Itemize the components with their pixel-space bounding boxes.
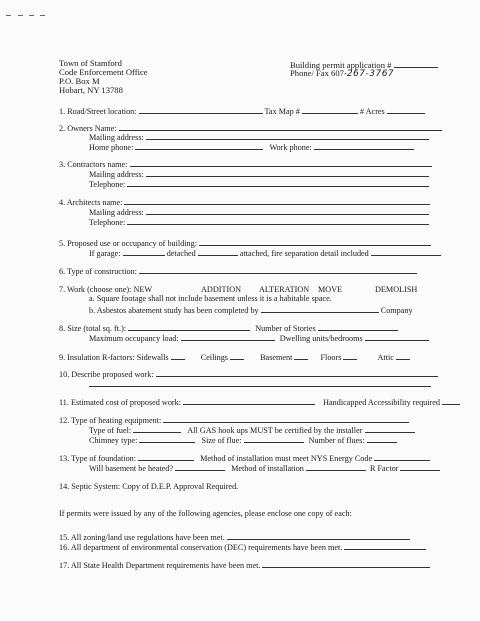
- q5-garage-label: If garage:: [89, 249, 121, 258]
- describe-work-field[interactable]: [156, 368, 438, 377]
- detached-field[interactable]: [198, 247, 238, 256]
- attached-field[interactable]: [371, 247, 441, 256]
- floors-field[interactable]: [343, 351, 357, 360]
- rfactor-field[interactable]: [400, 462, 440, 471]
- q6-row: [59, 265, 417, 277]
- basement-field[interactable]: [294, 351, 308, 360]
- sidewalls-field[interactable]: [171, 351, 185, 360]
- agencies-note: If permits were issued by any of the following agencies, please enclose one copy of each:: [59, 509, 352, 518]
- architect-name-field[interactable]: [124, 196, 430, 205]
- q6-label: 6. Type of construction:: [59, 267, 137, 276]
- q14-septic: 14. Septic System: Copy of D.E.P. Approval Required.: [59, 482, 239, 491]
- q9-ceilings-label: Ceilings: [200, 353, 228, 362]
- q3-contractor-label: 3. Contractors name:: [59, 160, 128, 169]
- q12-chimney-row: [89, 434, 397, 446]
- scan-mark: [18, 15, 23, 16]
- architect-tel-field[interactable]: [127, 216, 429, 225]
- q8-size-label: 8. Size (total sq. ft.):: [59, 324, 127, 333]
- city-address: Hobart, NY 13788: [59, 85, 123, 95]
- q2-home-label: Home phone:: [89, 143, 134, 152]
- health-field[interactable]: [262, 559, 430, 568]
- q7-company-label: Company: [380, 306, 413, 315]
- q2-phone-row: [89, 141, 414, 153]
- q8-occupancy-row: [89, 332, 429, 344]
- owner-mail-field[interactable]: [146, 131, 429, 140]
- q13-heated-row: [89, 462, 440, 474]
- contractor-tel-field[interactable]: [127, 178, 429, 187]
- q11-cost-label: 11. Estimated cost of proposed work:: [59, 398, 182, 407]
- occupancy-field[interactable]: [181, 332, 275, 341]
- garage-field[interactable]: [123, 247, 165, 256]
- q7-b-row: [89, 304, 413, 316]
- q4-tel-label: Telephone:: [89, 218, 126, 227]
- permit-number-field[interactable]: [394, 59, 438, 68]
- foundation-field[interactable]: [138, 452, 194, 461]
- q12-fuel-label: Type of fuel:: [89, 426, 132, 435]
- road-field[interactable]: [139, 105, 263, 114]
- scan-mark: [40, 15, 45, 16]
- method2-field[interactable]: [306, 462, 366, 471]
- q7-b-label: b. Asbestos abatement study has been completed by: [89, 306, 259, 315]
- q9-basement-label: Basement: [260, 353, 293, 362]
- fuel-field[interactable]: [133, 424, 181, 433]
- q7-note-a: a. Square footage shall not include basement unless it is a habitable space.: [89, 294, 332, 303]
- contractor-mail-field[interactable]: [146, 168, 429, 177]
- q13-heated-label: Will basement be heated?: [89, 464, 174, 473]
- scan-mark: [29, 15, 34, 16]
- contractor-name-field[interactable]: [130, 158, 432, 167]
- owner-name-field[interactable]: [119, 122, 442, 131]
- asbestos-completed-by-field[interactable]: [261, 304, 379, 313]
- proposed-use-field[interactable]: [199, 237, 431, 246]
- q8-occupancy-label: Maximum occupancy load:: [89, 334, 179, 343]
- tax-map-field[interactable]: [302, 105, 358, 114]
- q8-stories-label: Number of Stories: [255, 324, 316, 333]
- q7-work-label: 7. Work (choose one): NEW: [59, 285, 153, 294]
- q16-label: 16. All department of environmental conservation (DEC) requirements have been met.: [59, 543, 343, 552]
- dwelling-field[interactable]: [365, 332, 429, 341]
- q8-dwelling-label: Dwelling units/bedrooms: [279, 334, 363, 343]
- q12-flue-size-label: Size of flue:: [201, 436, 242, 445]
- q5-use-label: 5. Proposed use or occupancy of building:: [59, 239, 198, 248]
- q12-heating-label: 12. Type of heating equipment:: [59, 416, 162, 425]
- q9-sidewalls-label: 9. Insulation R-factors: Sidewalls: [59, 353, 169, 362]
- construction-type-field[interactable]: [139, 265, 417, 274]
- q11-row: [59, 396, 460, 408]
- phone-label: Phone/ Fax 607-: [290, 68, 347, 78]
- q9-row: [59, 351, 410, 363]
- q17-label: 17. All State Health Department requirements have been met.: [59, 561, 261, 570]
- q10-row2: [89, 378, 431, 390]
- po-box: P.O. Box M: [59, 76, 100, 86]
- method-field[interactable]: [374, 452, 430, 461]
- option-demolish[interactable]: DEMOLISH: [375, 285, 418, 294]
- acres-field[interactable]: [387, 105, 425, 114]
- q5-garage-row: [89, 247, 441, 259]
- q11-handicapped-label: Handicapped Accessibility required: [323, 398, 440, 407]
- flues-field[interactable]: [367, 434, 397, 443]
- option-addition[interactable]: ADDITION: [201, 285, 242, 294]
- q13-method-note: Method of installation must meet NYS Energy Code: [200, 454, 373, 463]
- architect-mail-field[interactable]: [146, 206, 429, 215]
- q1-row: [59, 105, 425, 117]
- q1-tax-label: Tax Map #: [264, 107, 300, 116]
- handicapped-field[interactable]: [442, 396, 460, 405]
- heating-field[interactable]: [163, 414, 409, 423]
- attic-field[interactable]: [396, 351, 410, 360]
- q5-detached-label: detached: [166, 249, 196, 258]
- q12-flues-label: Number of flues:: [308, 436, 365, 445]
- q2-mail-label: Mailing address:: [89, 133, 144, 142]
- option-alteration[interactable]: ALTERATION: [259, 285, 310, 294]
- q15-label: 15. All zoning/land use regulations have been met.: [59, 533, 225, 542]
- ceilings-field[interactable]: [230, 351, 244, 360]
- q3-tel-label: Telephone:: [89, 180, 126, 189]
- q4-tel-row: [89, 216, 429, 228]
- q13-rfactor-label: R Factor: [369, 464, 399, 473]
- stories-field[interactable]: [318, 322, 398, 331]
- q2-work-label: Work phone:: [269, 143, 312, 152]
- q5-attached-label: attached, fire separation detail included: [239, 249, 369, 258]
- q9-attic-label: Attic: [377, 353, 394, 362]
- zoning-field[interactable]: [227, 531, 410, 540]
- q12-chimney-label: Chimney type:: [89, 436, 138, 445]
- work-phone-field[interactable]: [314, 141, 414, 150]
- dec-field[interactable]: [344, 541, 426, 550]
- permit-label: Building permit application #: [290, 60, 392, 70]
- q1-road-label: 1. Road/Street location:: [59, 107, 137, 116]
- q4-mail-label: Mailing address:: [89, 208, 144, 217]
- q3-tel-row: [89, 178, 429, 190]
- cost-field[interactable]: [183, 396, 315, 405]
- q2-owner-label: 2. Owners Name:: [59, 124, 117, 133]
- phone-line: [290, 68, 394, 79]
- q13-foundation-label: 13. Type of foundation:: [59, 454, 137, 463]
- q12-gas-note: All GAS hook ups MUST be certified by the installer: [187, 426, 363, 435]
- q9-floors-label: Floors: [320, 353, 342, 362]
- office-name: Code Enforcement Office: [59, 67, 148, 77]
- chimney-field[interactable]: [139, 434, 195, 443]
- scan-mark: [6, 15, 11, 16]
- flue-size-field[interactable]: [244, 434, 304, 443]
- size-field[interactable]: [128, 322, 250, 331]
- describe-work-field-2[interactable]: [89, 378, 431, 387]
- option-move[interactable]: MOVE: [318, 285, 343, 294]
- q1-acres-label: # Acres: [359, 107, 385, 116]
- q16-row: [59, 541, 426, 553]
- q4-architect-label: 4. Architects name:: [59, 198, 123, 207]
- q3-mail-label: Mailing address:: [89, 170, 144, 179]
- home-phone-field[interactable]: [135, 141, 263, 150]
- phone-handwritten: 267-3767: [346, 69, 395, 79]
- town-name: Town of Stamford: [59, 58, 122, 68]
- heated-field[interactable]: [175, 462, 225, 471]
- q13-method2-label: Method of installation: [231, 464, 304, 473]
- gas-installer-field[interactable]: [365, 424, 415, 433]
- q10-label: 10. Describe proposed work:: [59, 370, 154, 379]
- q17-row: [59, 559, 430, 571]
